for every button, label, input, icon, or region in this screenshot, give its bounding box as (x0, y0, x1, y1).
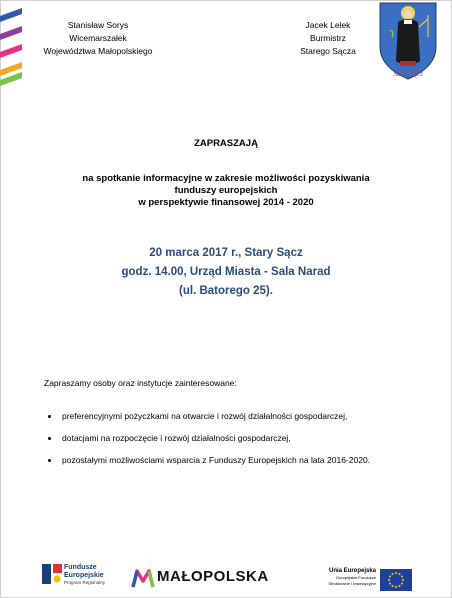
fundusze-europejskie-logo (42, 562, 142, 594)
fe-logo-line1: Fundusze (64, 564, 97, 571)
event-address: (ul. Batorego 25). (179, 285, 273, 297)
invitation-subtitle (40, 173, 412, 209)
topics-list (48, 410, 370, 476)
signatory-institution: Województwa Małopolskiego (43, 46, 153, 56)
list-item: preferencyjnymi pożyczkami na otwarcie i rozwój działalności gospodarczej, (48, 410, 370, 432)
eu-logo-line3: Strukturalne i Inwestycyjne (328, 581, 376, 586)
malopolska-wordmark: MAŁOPOLSKA (157, 568, 269, 585)
stary-sacz-crest-icon (376, 1, 440, 81)
crest-caption: Stary Sącz (393, 70, 423, 78)
eu-logo (316, 568, 416, 596)
fundusze-europejskie-icon (42, 564, 62, 584)
signatory-name: Jacek Lelek (305, 20, 351, 30)
event-date-place: 20 marca 2017 r., Stary Sącz (149, 247, 303, 259)
malopolska-m-icon (131, 567, 155, 589)
decorative-color-stripes (0, 0, 30, 90)
eu-logo-line1: Unia Europejska (328, 568, 376, 574)
header-right-signatory (288, 19, 368, 58)
invitation-intro: Zapraszamy osoby oraz instytucje zainteresowane: (44, 378, 237, 388)
subtitle-line: funduszy europejskich (174, 185, 278, 196)
event-details (40, 244, 412, 301)
signatory-institution: Starego Sącza (300, 46, 356, 56)
eu-flag-icon (380, 569, 412, 591)
event-time-venue: godz. 14.00, Urząd Miasta - Sala Narad (121, 266, 331, 278)
subtitle-line: na spotkanie informacyjne w zakresie możliwości pozyskiwania (82, 173, 370, 184)
malopolska-logo (131, 564, 301, 594)
fe-logo-line3: Program Regionalny (64, 580, 106, 585)
invitation-title: ZAPRASZAJĄ (194, 138, 258, 149)
signatory-role: Wicemarszałek (69, 33, 127, 43)
fe-logo-line2: Europejskie (64, 571, 104, 579)
signatory-role: Burmistrz (310, 33, 346, 43)
signatory-name: Stanisław Sorys (67, 20, 129, 30)
header-left-signatory (28, 19, 168, 58)
eu-logo-line2: Europejskie Fundusze (336, 574, 376, 580)
list-item: dotacjami na rozpoczęcie i rozwój działalności gospodarczej, (48, 432, 370, 454)
subtitle-line: w perspektywie finansowej 2014 - 2020 (138, 197, 314, 208)
list-item: pozostałymi możliwościami wsparcia z Funduszy Europejskich na lata 2016-2020. (48, 454, 370, 476)
